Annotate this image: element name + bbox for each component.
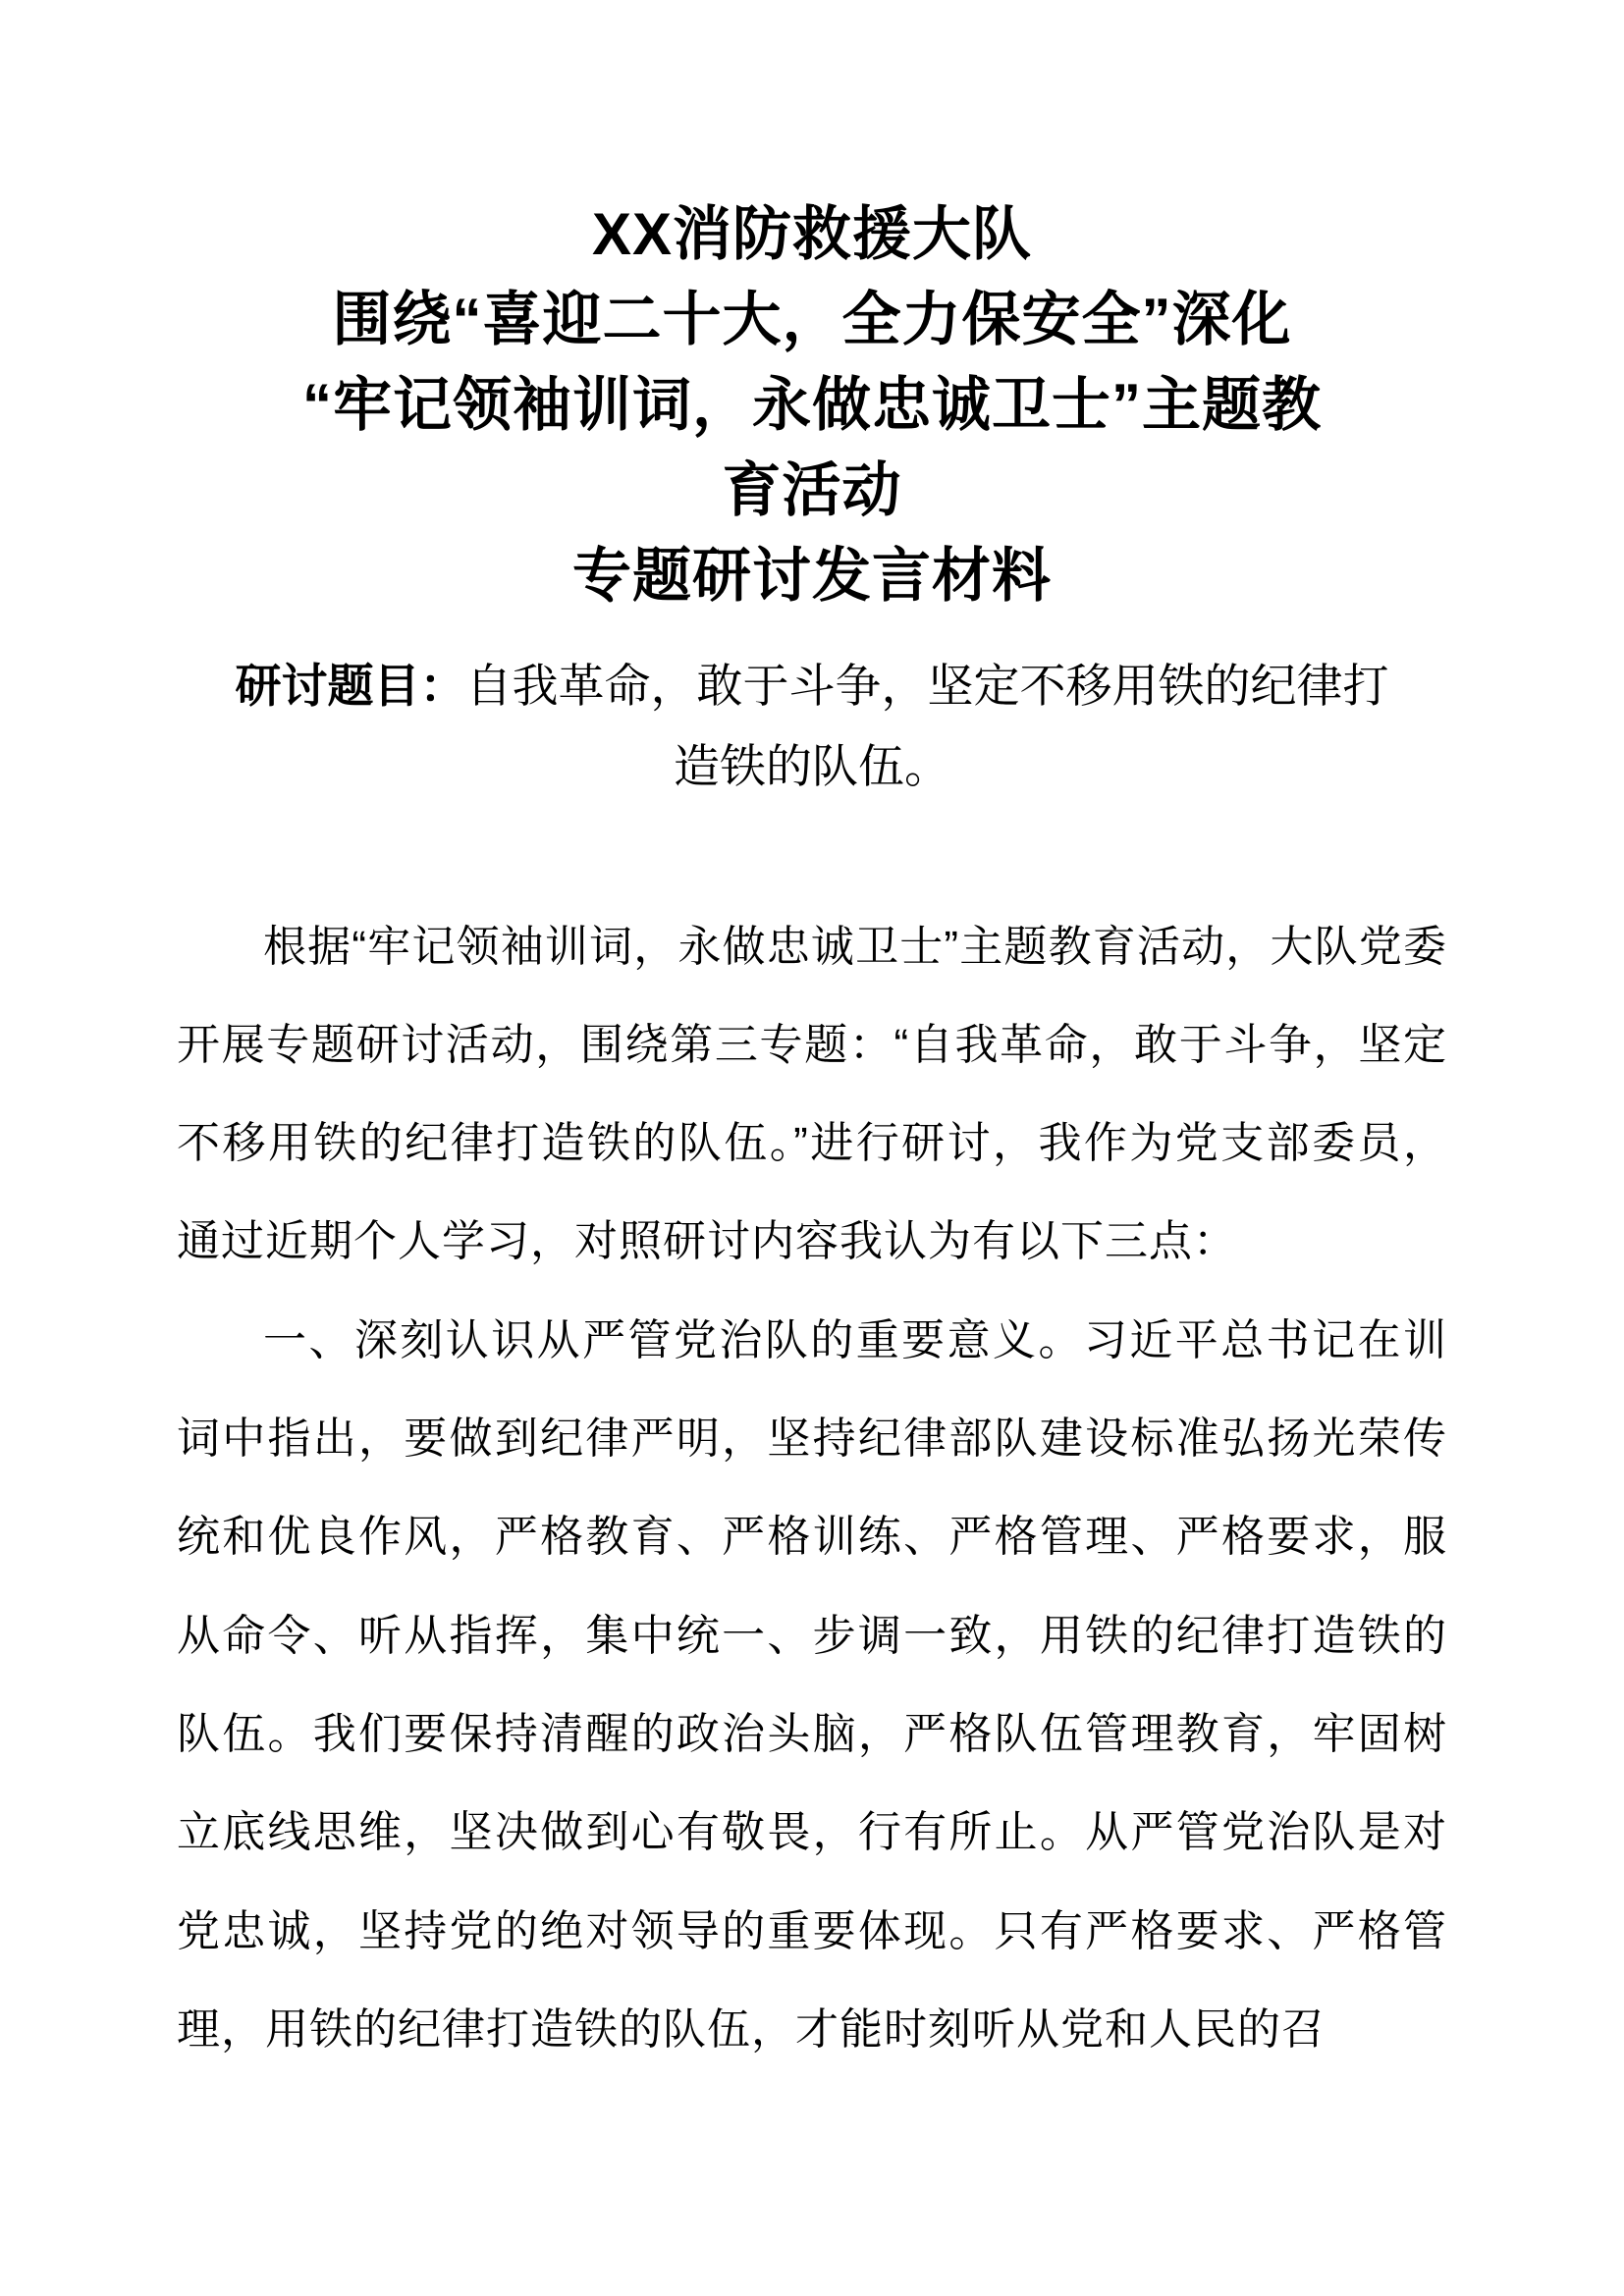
topic-text: 自我革命，敢于斗争，坚定不移用铁的纪律打 (465, 660, 1389, 712)
paragraph-point-one: 一、深刻认识从严管党治队的重要意义。习近平总书记在训词中指出，要做到纪律严明，坚持纪律部队建设标准弘扬光荣传统和优良作风，严格教育、严格训练、严格管理、严格要求，服从命令、听从指挥，集中统一、步调一致，用铁的纪律打造铁的队伍。我们要保持清醒的政治头脑，严格队伍管理教育，牢固树立底线思维，坚决做到心有敬畏，行有所止。从严管党治队是对党忠诚，坚持党的绝对领导的重要体现。只有严格要求、严格管理，用铁的纪律打造铁的队伍，才能时刻听从党和人民的召 (177, 1315, 1447, 2054)
document-subtitle: 专题研讨发言材料 (572, 543, 1052, 609)
document-body (177, 898, 1447, 2080)
title-line-3: “牢记领袖训词，永做忠诚卫士”主题教 (302, 372, 1322, 438)
document-title-block (177, 191, 1447, 618)
paragraph-intro: 根据“牢记领袖训词，永做忠诚卫士”主题教育活动，大队党委开展专题研讨活动，围绕第三专题：“自我革命，敢于斗争，坚定不移用铁的纪律打造铁的队伍。”进行研讨，我作为党支部委员，通过近期个人学习，对照研讨内容我认为有以下三点： (177, 922, 1447, 1266)
title-line-2: 围绕“喜迎二十大，全力保安全”深化 (332, 287, 1292, 352)
topic-first-line (177, 646, 1447, 726)
title-line-1: XX消防救援大队 (591, 201, 1033, 267)
topic-label: 研讨题目： (235, 660, 466, 712)
topic-block (177, 646, 1447, 808)
topic-second-line: 造铁的队伍。 (674, 740, 950, 793)
title-line-4: 育活动 (722, 457, 902, 523)
